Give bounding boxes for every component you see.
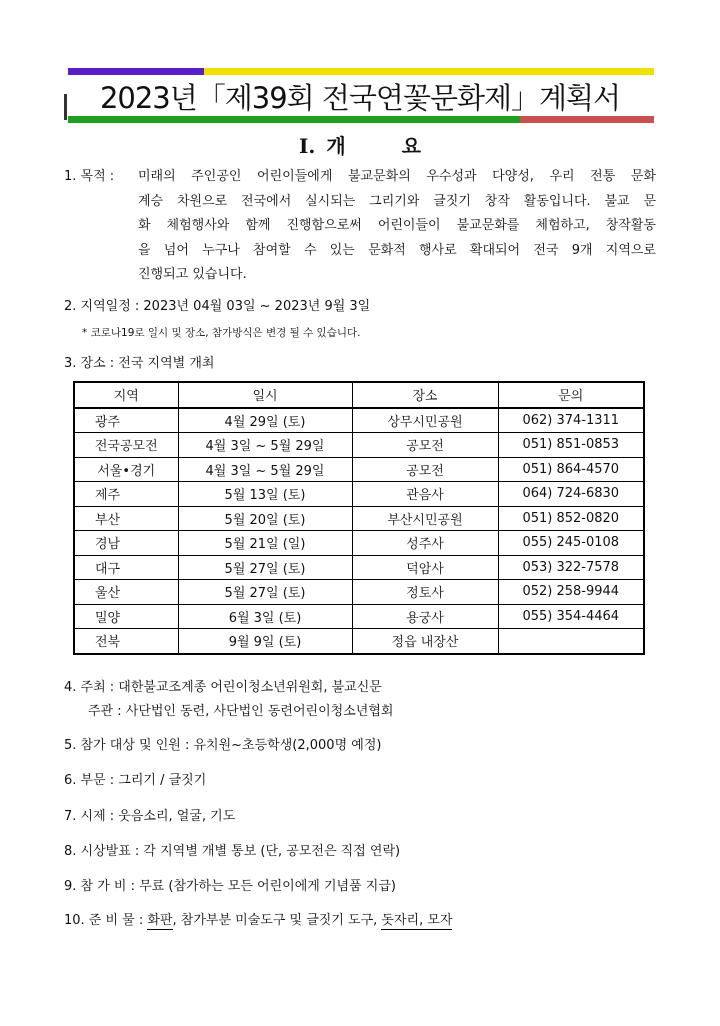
cell-date: 5월 13일 (토): [178, 482, 352, 507]
cell-contact: 064) 724-6830: [498, 482, 644, 507]
theme-item: 7. 시제 : 웃음소리, 얼굴, 기도: [64, 809, 236, 824]
cell-region: 전북: [74, 629, 178, 654]
cell-region: 전국공모전: [74, 433, 178, 458]
cell-contact: 052) 258-9944: [498, 580, 644, 605]
purpose-line: 화 체험행사와 함께 진행함으로써 어린이들이 불교문화를 체험하고, 창작활동: [138, 218, 656, 233]
header-region: 지역: [74, 382, 178, 408]
table-row: [74, 629, 644, 654]
cell-contact: [498, 629, 644, 654]
cell-region: 대구: [74, 555, 178, 580]
materials-board: 화판: [147, 913, 173, 928]
header-bar-yellow: [204, 68, 654, 75]
purpose-line: 미래의 주인공인 어린이들에게 불교문화의 우수성과 다양성, 우리 전통 문화: [138, 169, 656, 184]
table-row: [74, 604, 644, 629]
cell-date: 5월 21일 (일): [178, 531, 352, 556]
venue-item: 3. 장소 : 전국 지역별 개최: [64, 356, 215, 371]
cell-region: 밀양: [74, 604, 178, 629]
cell-date: 4월 3일 ~ 5월 29일: [178, 457, 352, 482]
table-header-row: [74, 382, 644, 408]
materials-item: [64, 913, 452, 929]
cell-date: 4월 3일 ~ 5월 29일: [178, 433, 352, 458]
cell-contact: 055) 354-4464: [498, 604, 644, 629]
cell-contact: 051) 864-4570: [498, 457, 644, 482]
purpose-line: 계승 차원으로 전국에서 실시되는 그리기와 글짓기 창작 활동입니다. 불교 문: [138, 193, 656, 209]
cell-place: 성주사: [352, 531, 498, 556]
cell-contact: 051) 852-0820: [498, 506, 644, 531]
cell-date: 6월 3일 (토): [178, 604, 352, 629]
cell-date: 5월 27일 (토): [178, 555, 352, 580]
schedule-table: [73, 381, 645, 655]
table-row: [74, 433, 644, 458]
schedule-note: * 코로나19로 일시 및 장소, 참가방식은 변경 될 수 있습니다.: [82, 327, 361, 339]
cell-date: 4월 29일 (토): [178, 408, 352, 433]
cell-place: 용궁사: [352, 604, 498, 629]
cell-date: 5월 27일 (토): [178, 580, 352, 605]
materials-mat-hat: 돗자리, 모자: [381, 913, 453, 928]
cell-place: 덕암사: [352, 555, 498, 580]
schedule-item: 2. 지역일정 : 2023년 04월 03일 ~ 2023년 9월 3일: [64, 299, 371, 314]
purpose-paragraph: [64, 169, 656, 292]
cell-contact: 062) 374-1311: [498, 408, 644, 433]
cell-date: 9월 9일 (토): [178, 629, 352, 654]
cell-region: 경남: [74, 531, 178, 556]
purpose-line: 을 넘어 누구나 참여할 수 있는 문화적 행사로 확대되어 전국 9개 지역으로: [138, 242, 656, 258]
header-place: 장소: [352, 382, 498, 408]
cell-place: 정토사: [352, 580, 498, 605]
section-title-word: 요: [401, 134, 421, 158]
header-contact: 문의: [498, 382, 644, 408]
table-row: [74, 580, 644, 605]
host-item: 4. 주최 : 대한불교조계종 어린이청소년위원회, 불교신문: [64, 680, 382, 695]
announcement-item: 8. 시상발표 : 각 지역별 개별 통보 (단, 공모전은 직접 연락): [64, 844, 401, 859]
document-title: 2023년「제39회 전국연꽃문화제」계획서: [99, 81, 621, 115]
materials-mid: , 참가부분 미술도구 및 글짓기 도구,: [172, 913, 382, 928]
purpose-label: 1. 목적 :: [64, 169, 115, 184]
header-date: 일시: [178, 382, 352, 408]
cell-region: 광주: [74, 408, 178, 433]
table-row: [74, 531, 644, 556]
table-row: [74, 408, 644, 433]
cell-region: 부산: [74, 506, 178, 531]
cell-place: 정읍 내장산: [352, 629, 498, 654]
cell-place: 공모전: [352, 457, 498, 482]
cell-place: 부산시민공원: [352, 506, 498, 531]
cell-region: 서울•경기: [74, 457, 178, 482]
header-bar-purple: [68, 68, 204, 75]
purpose-line: 진행되고 있습니다.: [138, 267, 247, 282]
cell-contact: 055) 245-0108: [498, 531, 644, 556]
header-bar-red: [520, 116, 654, 123]
section-title: [0, 130, 720, 159]
cell-region: 울산: [74, 580, 178, 605]
cell-region: 제주: [74, 482, 178, 507]
cell-place: 공모전: [352, 433, 498, 458]
table-row: [74, 506, 644, 531]
table-row: [74, 482, 644, 507]
cell-date: 5월 20일 (토): [178, 506, 352, 531]
cell-place: 관음사: [352, 482, 498, 507]
header-bar-green: [68, 116, 520, 123]
materials-label: 10. 준 비 물 :: [64, 913, 144, 928]
fee-item: 9. 참 가 비 : 무료 (참가하는 모든 어린이에게 기념품 지급): [64, 879, 396, 894]
table-row: [74, 555, 644, 580]
category-item: 6. 부문 : 그리기 / 글짓기: [64, 773, 207, 788]
table-row: [74, 457, 644, 482]
participants-item: 5. 참가 대상 및 인원 : 유치원~초등학생(2,000명 예정): [64, 738, 382, 753]
cell-contact: 053) 322-7578: [498, 555, 644, 580]
section-title-numeral: Ⅰ. 개: [299, 134, 346, 158]
cell-contact: 051) 851-0853: [498, 433, 644, 458]
organizer-item: 주관 : 사단법인 동련, 사단법인 동련어린이청소년협회: [88, 704, 394, 719]
cell-place: 상무시민공원: [352, 408, 498, 433]
